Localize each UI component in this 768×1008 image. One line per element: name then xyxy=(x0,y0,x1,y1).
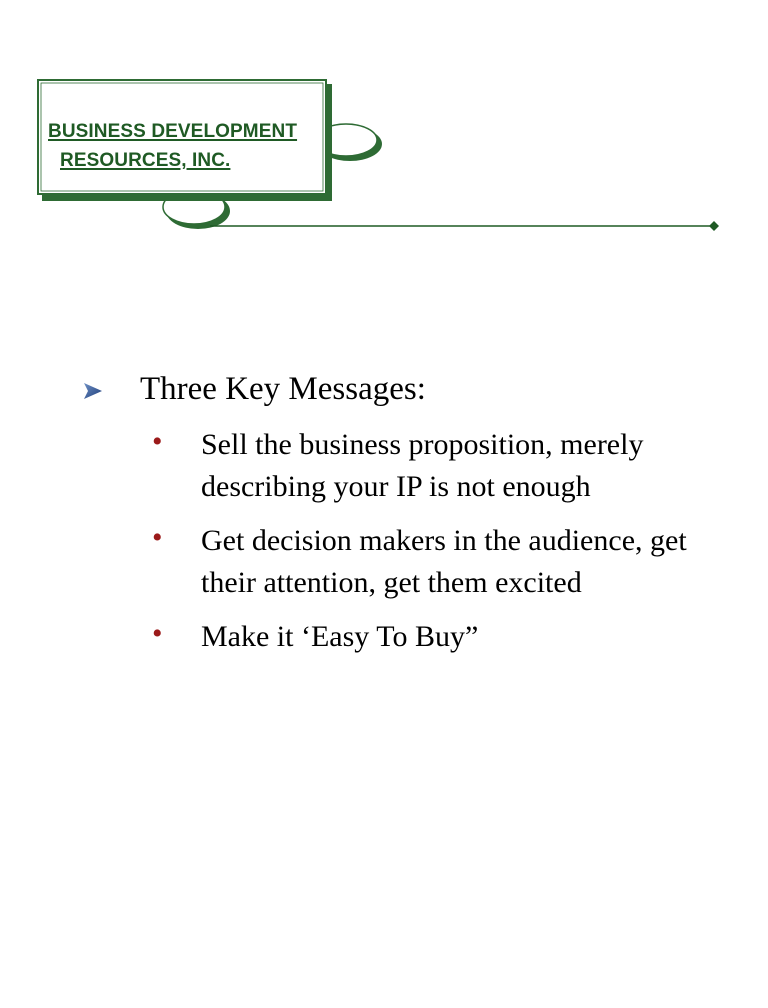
list-item: Sell the business proposition, merely describing your IP is not enough xyxy=(201,428,644,503)
bullet-dot-icon: • xyxy=(152,425,163,458)
bullet-dot-icon: • xyxy=(152,617,163,650)
list-item: Make it ‘Easy To Buy” xyxy=(201,620,479,653)
company-name-line2: RESOURCES, INC. xyxy=(60,150,231,171)
company-name-line1: BUSINESS DEVELOPMENT xyxy=(48,121,298,142)
slide-heading: Three Key Messages: xyxy=(140,371,426,407)
bullet-dot-icon: • xyxy=(152,521,163,554)
list-item: Get decision makers in the audience, get their attention, get them excited xyxy=(201,524,687,599)
